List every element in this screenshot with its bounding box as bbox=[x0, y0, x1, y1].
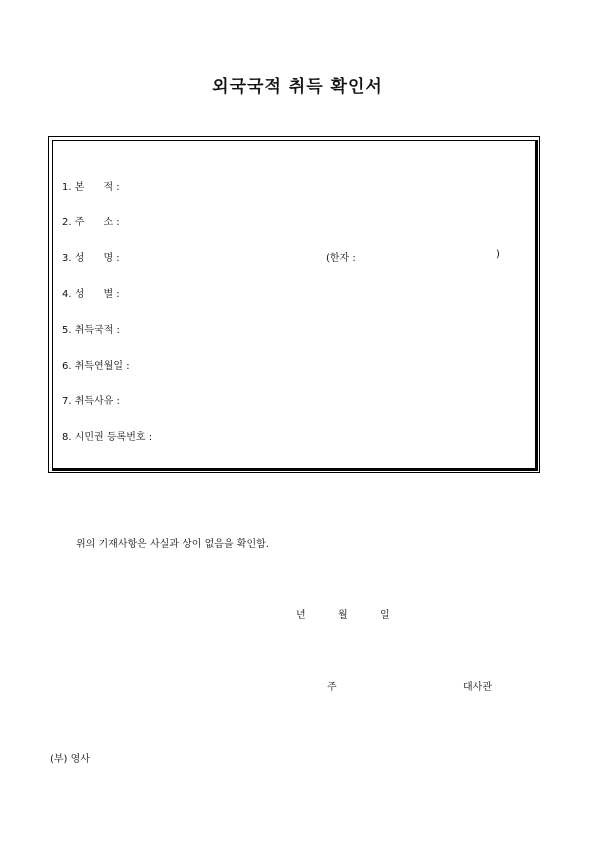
field-name-hanja-close: ) bbox=[496, 249, 500, 260]
form-box bbox=[48, 136, 540, 473]
form-inner-border bbox=[52, 140, 538, 471]
field-name-hanja-label: (한자 : bbox=[326, 253, 356, 264]
field-acquisition-reason: 7. 취득사유 : bbox=[62, 396, 120, 407]
field-address: 2. 주 소 : bbox=[62, 217, 120, 228]
field-sex: 4. 성 별 : bbox=[62, 289, 120, 300]
confirmation-statement: 위의 기재사항은 사실과 상이 없음을 확인함. bbox=[76, 539, 269, 550]
field-name: 3. 성 명 : bbox=[62, 253, 120, 264]
field-acquired-nationality: 5. 취득국적 : bbox=[62, 325, 120, 336]
document-title: 외국국적 취득 확인서 bbox=[212, 77, 383, 97]
date-year-label: 년 bbox=[296, 610, 306, 621]
signature-prefix: 주 bbox=[327, 682, 337, 693]
field-domicile: 1. 본 적 : bbox=[62, 182, 120, 193]
signature-embassy: 대사관 bbox=[463, 682, 492, 693]
field-acquisition-date: 6. 취득연월일 : bbox=[62, 361, 130, 372]
date-day-label: 일 bbox=[380, 610, 390, 621]
footer-consul: (부) 영사 bbox=[50, 754, 90, 765]
date-month-label: 월 bbox=[338, 610, 348, 621]
field-citizenship-number: 8. 시민권 등록번호 : bbox=[62, 432, 153, 443]
